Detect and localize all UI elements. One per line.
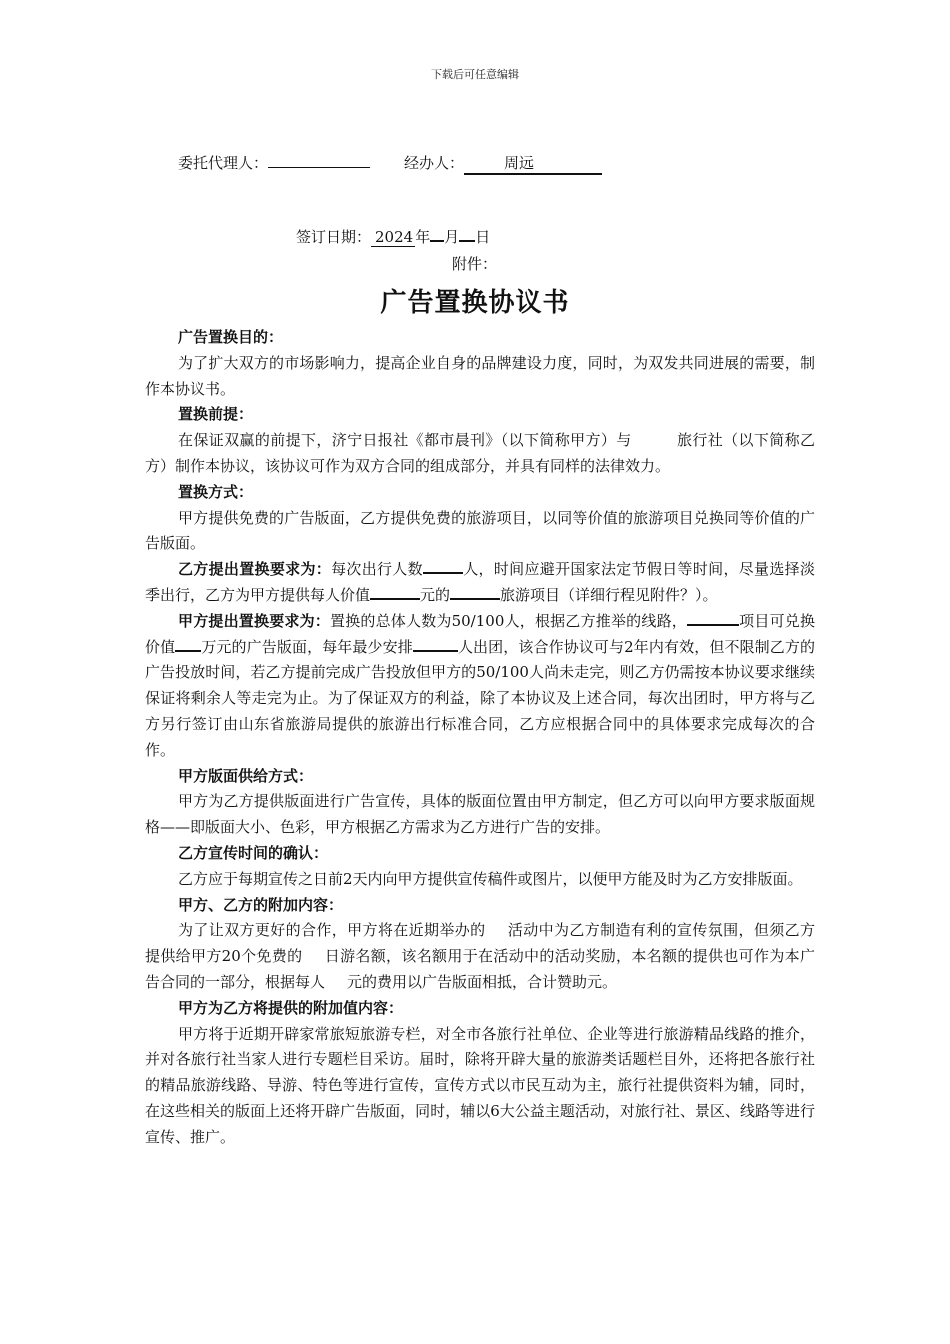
section-text-value: 甲方将于近期开辟家常旅短旅游专栏，对全市各旅行社单位、企业等进行旅游精品线路的推介，并对各旅行社当家人进行专题栏目采访。届时，除将开辟大量的旅游类话题栏目外，还将把各旅行社的精品旅游线路、导游、特色等进行宣传，宣传方式以市民互动为主，旅行社提供资料为辅，同时，在这些相关的版面上还将开辟广告版面，同时，辅以6大公益主题活动，对旅行社、景区、线路等进行宣传、推广。 xyxy=(145,1024,815,1146)
a-req-t2: 项目可兑换价值 xyxy=(145,611,815,656)
section-text-extra xyxy=(145,918,815,995)
section-heading-premise: 置换前提： xyxy=(178,405,254,424)
handler-name: 周远 xyxy=(504,154,535,172)
section-text-timing: 乙方应于每期宣传之日前2天内向甲方提供宣传稿件或图片，以便甲方能及时为乙方安排版面。 xyxy=(178,869,803,888)
date-year-unit: 年 xyxy=(415,228,431,246)
section-heading-method: 置换方式： xyxy=(178,482,254,501)
section-text-supply: 甲方为乙方提供版面进行广告宣传，具体的版面位置由甲方制定，但乙方可以向甲方要求版面规格——即版面大小、色彩，甲方根据乙方需求为乙方进行广告的安排。 xyxy=(145,792,815,837)
section-text-purpose: 为了扩大双方的市场影响力，提高企业自身的品牌建设力度，同时，为双发共同进展的需要，制作本协议书。 xyxy=(145,353,815,398)
section-heading-extra: 甲方、乙方的附加内容： xyxy=(178,895,344,914)
handler-label: 经办人： xyxy=(404,154,465,172)
extra-t4: 元的费用以广告版面相抵，合计赞助元。 xyxy=(347,972,618,991)
b-req-t1: 每次出行人数 xyxy=(331,560,423,579)
b-req-t2: 人，时间应避开国家法定节假日等时间，尽量选择淡季出行，乙方为甲方提供每人价值 xyxy=(145,560,815,604)
date-label: 签订日期： xyxy=(296,228,372,246)
section-heading-purpose: 广告置换目的： xyxy=(178,328,284,346)
b-req-label: 乙方提出置换要求为： xyxy=(178,560,332,579)
extra-t1: 为了让双方更好的合作，甲方将在近期举办的 xyxy=(178,921,486,940)
blank-field xyxy=(370,583,420,600)
extra-t3: 日游名额，该名额用于在活动中的活动奖励，本名额的提供也可作为本广告合同的一部分，根据每人 xyxy=(145,947,815,991)
document-body xyxy=(145,325,815,1151)
a-req-t3: 万元的广告版面，每年最少安排 xyxy=(201,637,413,656)
section-a-requirements xyxy=(145,609,815,764)
date-year: 2024 xyxy=(371,228,415,247)
agent-label: 委托代理人： xyxy=(178,154,269,172)
attachment-label: 附件： xyxy=(452,255,498,273)
blank-field xyxy=(687,609,739,626)
b-req-t4: 旅游项目（详细行程见附件？）。 xyxy=(500,585,718,604)
blank-field xyxy=(175,635,201,652)
extra-t2: 活动中为乙方制造有利的宣传氛围，但须乙方提供给甲方20个免费的 xyxy=(145,921,815,966)
date-day-unit: 日 xyxy=(475,228,491,246)
date-month-blank xyxy=(430,226,444,242)
premise-text-b: 旅行社（以下简称乙方）制作本协议，该协议可作为双方合同的组成部分，并具有同样的法律效力。 xyxy=(145,431,815,475)
header-note: 下载后可任意编辑 xyxy=(431,68,519,81)
date-month-unit: 月 xyxy=(444,228,460,246)
section-heading-value: 甲方为乙方将提供的附加值内容： xyxy=(178,998,404,1017)
blank-field xyxy=(450,583,500,600)
blank-field xyxy=(423,557,463,574)
premise-text-a: 在保证双赢的前提下，济宁日报社《都市晨刊》（以下简称甲方）与 xyxy=(178,431,632,450)
agent-blank xyxy=(268,153,370,168)
a-req-t4: 人出团，该合作协议可与2年内有效，但不限制乙方的广告投放时间，若乙方提前完成广告投放但甲方的50/100人尚未走完，则乙方仍需按本协议要求继续保证将剩余人等走完为止。为了保证双方的利益，除了本协议及上述合同，每次出团时，甲方将与乙方另行签订由山东省旅游局提供的旅游出行标准合同，乙方应根据合同中的具体要求完成每次的合作。 xyxy=(145,637,815,759)
section-text-method: 甲方提供免费的广告版面，乙方提供免费的旅游项目，以同等价值的旅游项目兑换同等价值的广告版面。 xyxy=(145,508,815,553)
date-day-blank xyxy=(459,226,475,242)
section-heading-supply: 甲方版面供给方式： xyxy=(178,766,314,785)
section-b-requirements xyxy=(145,557,815,609)
signing-date xyxy=(296,226,490,247)
handler-name-field xyxy=(464,152,602,175)
section-heading-timing: 乙方宣传时间的确认： xyxy=(178,843,329,862)
section-text-premise xyxy=(145,428,815,480)
b-req-t3: 元的 xyxy=(420,585,451,604)
a-req-t1: 置换的总体人数为50/100人，根据乙方推举的线路， xyxy=(330,611,687,630)
signature-row xyxy=(178,152,602,175)
blank-field xyxy=(413,635,458,652)
a-req-label: 甲方提出置换要求为： xyxy=(178,611,330,630)
document-title: 广告置换协议书 xyxy=(380,288,570,318)
